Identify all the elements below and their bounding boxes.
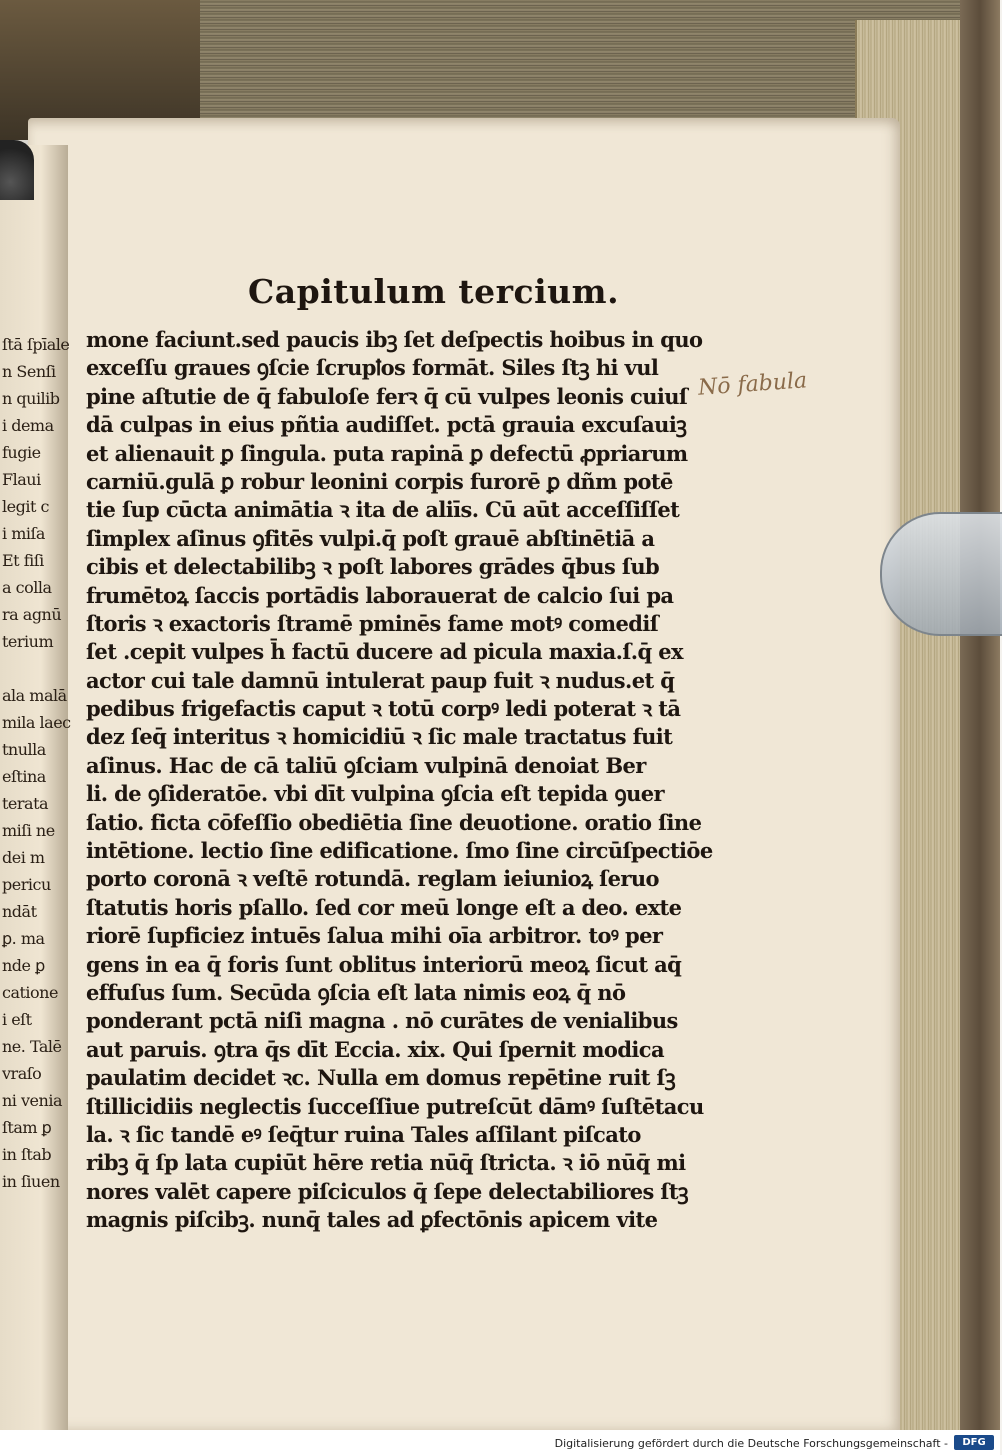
dfg-logo[interactable]: DFG [954, 1435, 994, 1450]
text-line: intētione. lectio ſine edificatione. ſmo ſine circūſpectiōe [86, 838, 713, 864]
verso-text-line: i eſt [2, 1010, 32, 1029]
verso-text-line: ni venia [2, 1091, 62, 1110]
text-line: aſinus. Hac de cā taliū ꝯſciam vulpinā denoiat Ber [86, 752, 646, 778]
text-line: ſet .cepit vulpes h̄ factū ducere ad picula maxia.ſ.q̄ ex [86, 639, 683, 665]
text-line: porto coronā ꝛ veſtē rotundā. reglam ieiunioꝝ ſeruo [86, 866, 659, 892]
marginal-note: Nō fabula [697, 368, 808, 401]
footer-bar [0, 1430, 1000, 1455]
text-line: dā culpas in eius pñtia audiſſet. pctā grauia excuſauiꝫ [86, 412, 687, 438]
verso-text-line: in ſtab [2, 1145, 52, 1164]
text-line: exceſſu graues ꝯſcie ſcrupꝉos formāt. Siles ſtꝫ hi vul [86, 355, 659, 381]
verso-text-line: mila laec [2, 713, 71, 732]
verso-text-line: terium [2, 632, 54, 651]
verso-text-line: Flaui [2, 470, 41, 489]
text-line: ſtoris ꝛ exactoris ſtramē pminēs fame motꝰ comediſ [86, 610, 659, 636]
verso-text-line: terata [2, 794, 49, 813]
verso-text-line: ne. Talē [2, 1037, 62, 1056]
text-line: effuſus ſum. Secūda ꝯſcia eſt lata nimis eoꝝ q̄ nō [86, 979, 626, 1005]
verso-text-line: nde ꝑ [2, 956, 45, 975]
text-line: nores valēt capere piſciculos q̄ ſepe delectabiliores ſtꝫ [86, 1178, 689, 1204]
verso-text-line: catione [2, 983, 58, 1002]
verso-text-line: pericu [2, 875, 51, 894]
verso-page-fragment [0, 145, 71, 1430]
text-line: la. ꝛ ſic tandē eꝰ ſeq̄tur ruina Tales aſſilant piſcato [86, 1121, 641, 1147]
verso-text-line: eſtina [2, 767, 46, 786]
verso-text-line: in ſiuen [2, 1172, 60, 1191]
text-line: ſtatutis horis pſallo. ſed cor meū longe eſt a deo. exte [86, 894, 682, 920]
text-line: dez ſeq̄ interitus ꝛ homicidiū ꝛ ſic male tractatus fuit [86, 724, 673, 750]
verso-text-line: vraſo [2, 1064, 42, 1083]
text-line: ſimplex aſinus ꝯfitēs vulpi.q̄ poſt grauē abſtinētiā a [86, 525, 655, 551]
text-line: et alienauit ꝑ ſingula. puta rapinā ꝑ defectū ꝓpriarum [86, 440, 688, 466]
verso-text-line: ꝑ. ma [2, 929, 45, 948]
text-line: ribꝫ q̄ ſp lata cupiūt hēre retia nūq̄ ſtricta. ꝛ iō nūq̄ mi [86, 1150, 686, 1176]
text-line: pedibus frigefactis caput ꝛ totū corpꝰ ledi poterat ꝛ tā [86, 696, 681, 722]
text-line: pine aſtutie de q̄ fabuloſe ferꝛ q̄ cū vulpes leonis cuiuſ [86, 383, 688, 409]
verso-text-line: miſi ne [2, 821, 55, 840]
text-line: carniū.gulā ꝑ robur leonini corpis furorē ꝑ dñm potē [86, 468, 673, 494]
page-clip-holder [880, 512, 1002, 636]
verso-text-line: i miſa [2, 524, 45, 543]
verso-text-line: dei m [2, 848, 45, 867]
text-line: ſatio. ficta cōfeſſio obediētia ſine deuotione. oratio ſine [86, 809, 702, 835]
verso-text-line: tnulla [2, 740, 46, 759]
text-line: frumētoꝝ ſaccis portādis laborauerat de calcio ſui pa [86, 582, 674, 608]
funding-credit: Digitalisierung gefördert durch die Deutsche Forschungsgemeinschaft - [554, 1437, 948, 1450]
book-cover-edge [960, 0, 1000, 1430]
text-line: ſtillicidiis neglectis ſucceſſiue putreſcūt dāmꝰ ſuſtētacu [86, 1093, 704, 1119]
text-line: aut paruis. ꝯtra q̄s dīt Eccia. xix. Qui ſpernit modica [86, 1036, 664, 1062]
verso-text-line: ſtam ꝑ [2, 1118, 52, 1137]
text-line: magnis piſcibꝫ. nunq̄ tales ad ꝑfectōnis apicem vite [86, 1207, 658, 1233]
text-line: li. de ꝯſideratōe. vbi dīt vulpina ꝯſcia eſt tepida ꝯuer [86, 781, 665, 807]
verso-text-line [2, 659, 62, 681]
verso-text-line: n Senſi [2, 362, 56, 381]
text-line: paulatim decidet ꝛc. Nulla em domus repētine ruit ſꝫ [86, 1065, 676, 1091]
text-line: gens in ea q̄ foris ſunt oblitus interiorū meoꝝ ſicut aq̄ [86, 951, 682, 977]
text-line: cibis et delectabilibꝫ ꝛ poſt labores grādes q̄bus ſub [86, 554, 660, 580]
text-line: actor cui tale damnū intulerat paup fuit ꝛ nudus.et q̄ [86, 667, 675, 693]
text-line: tie ſup cūcta animātia ꝛ ita de aliīs. Cū aūt acceſſiſſet [86, 497, 680, 523]
text-line: mone faciunt.sed paucis ibꝫ ſet deſpectis hoibus in quo [86, 327, 703, 352]
verso-text-line: ra agnū [2, 605, 62, 624]
verso-text-line: ndāt [2, 902, 37, 921]
verso-text-line: n quilib [2, 389, 60, 408]
verso-text-line: ala malā [2, 686, 67, 705]
verso-text-line: ſtā ſpīale [2, 335, 70, 354]
chapter-heading: Capitulum tercium. [248, 272, 620, 311]
page-curl-shadow [0, 140, 34, 200]
body-text [86, 326, 713, 1235]
verso-text-line: legit c [2, 497, 49, 516]
verso-text-line: a colla [2, 578, 52, 597]
verso-text-line: i dema [2, 416, 54, 435]
text-line: riorē ſupficiez intuēs ſalua mihi oīa arbitror. toꝰ per [86, 923, 663, 949]
text-line: ponderant pctā niſi magna . nō curātes de venialibus [86, 1008, 678, 1034]
verso-text-line: Et fiſi [2, 551, 44, 570]
verso-text-line: fugie [2, 443, 41, 462]
